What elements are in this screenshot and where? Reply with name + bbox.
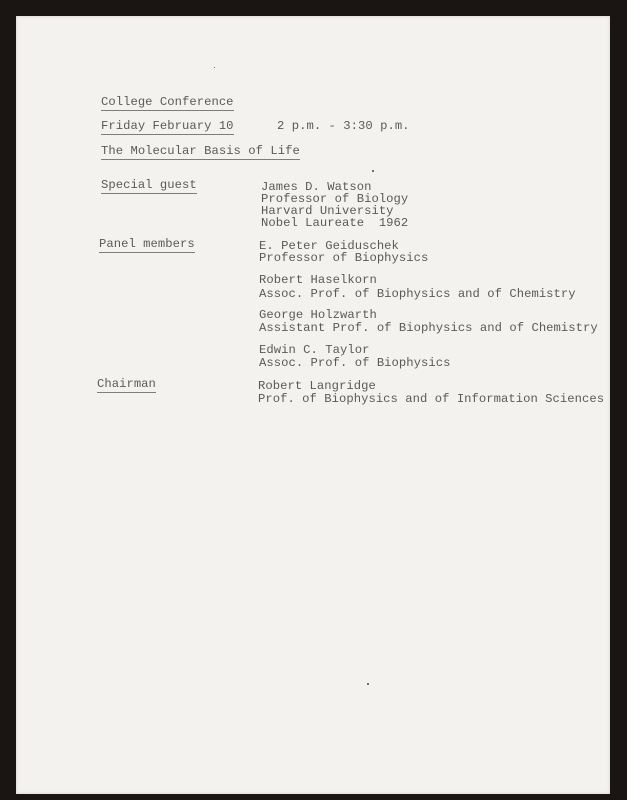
- paper-speck: [372, 170, 374, 172]
- guest-name: James D. Watson: [261, 180, 372, 194]
- chairman-label: Chairman: [97, 377, 156, 391]
- conference-time: 2 p.m. - 3:30 p.m.: [277, 119, 410, 133]
- panel-member-name: Robert Haselkorn: [259, 273, 377, 287]
- panel-member-title: Professor of Biophysics: [259, 251, 429, 265]
- panel-member-name: Edwin C. Taylor: [259, 343, 370, 357]
- guest-position: Professor of Biology: [261, 192, 409, 206]
- panel-member-title: Assistant Prof. of Biophysics and of Chemistry: [259, 321, 598, 335]
- conference-title: College Conference: [101, 95, 234, 109]
- conference-date: Friday February 10: [101, 119, 234, 133]
- panel-member-name: E. Peter Geiduschek: [259, 239, 399, 253]
- panel-member-name: George Holzwarth: [259, 308, 377, 322]
- panel-member-title: Assoc. Prof. of Biophysics: [259, 356, 451, 370]
- guest-award: Nobel Laureate 1962: [261, 216, 409, 230]
- chairman-name: Robert Langridge: [258, 379, 376, 393]
- special-guest-label: Special guest: [101, 178, 197, 192]
- panel-members-label: Panel members: [99, 237, 195, 251]
- paper-speck: [367, 683, 369, 685]
- chairman-title: Prof. of Biophysics and of Information Sciences: [258, 392, 605, 406]
- panel-member-title: Assoc. Prof. of Biophysics and of Chemistry: [259, 287, 576, 301]
- conference-topic: The Molecular Basis of Life: [101, 144, 300, 158]
- paper-speck: [214, 67, 215, 68]
- guest-affiliation: Harvard University: [261, 204, 394, 218]
